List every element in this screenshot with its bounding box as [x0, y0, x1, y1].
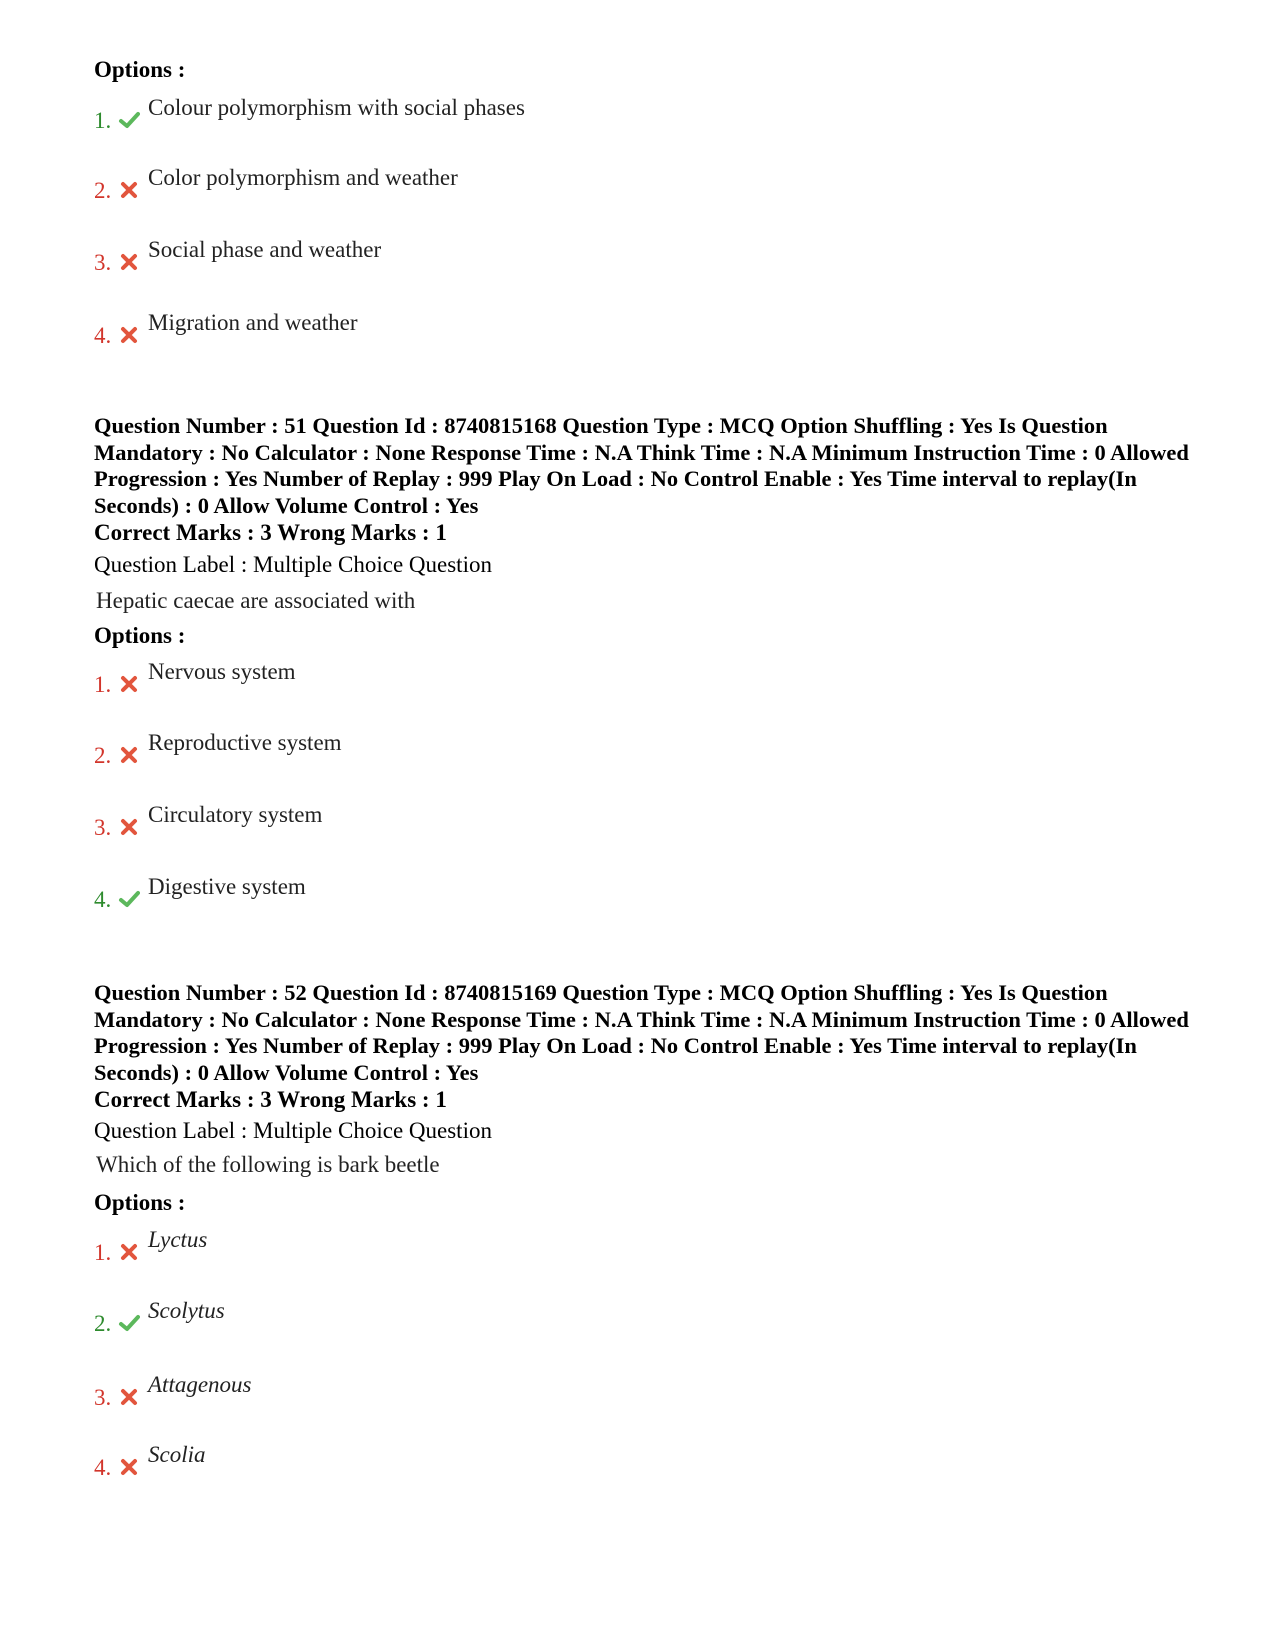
option-number: 4.	[94, 323, 112, 348]
option-number: 2.	[94, 178, 112, 203]
option-number: 4.	[94, 1455, 112, 1480]
cross-icon	[118, 324, 140, 346]
options-heading: Options :	[94, 1190, 186, 1215]
check-icon	[118, 109, 140, 131]
option-text: Scolytus	[148, 1298, 225, 1323]
option-text: Nervous system	[148, 659, 296, 684]
question-marks: Correct Marks : 3 Wrong Marks : 1	[94, 520, 447, 545]
question-meta: Question Number : 52 Question Id : 8740815169 Question Type : MCQ Option Shuffling : Yes Is Question Mandatory : No Calculator : None Response Time : N.A Think Time : N.A Minimum Instruction Time : 0 Allowed Progression : Yes Number of Replay : 999 Play On Load : No Control Enable : Yes Time interval to replay(In Seconds) : 0 Allow Volume Control : Yes	[94, 980, 1189, 1085]
option-text: Social phase and weather	[148, 237, 382, 262]
cross-icon	[118, 1456, 140, 1478]
option-text: Color polymorphism and weather	[148, 165, 458, 190]
option-number: 3.	[94, 250, 112, 275]
option-number: 1.	[94, 672, 112, 697]
question-label: Question Label : Multiple Choice Question	[94, 552, 492, 577]
option-number: 2.	[94, 743, 112, 768]
option-text: Reproductive system	[148, 730, 342, 755]
option-text: Colour polymorphism with social phases	[148, 95, 525, 120]
check-icon	[118, 1312, 140, 1334]
question-text: Hepatic caecae are associated with	[96, 588, 416, 613]
options-heading: Options :	[94, 623, 186, 648]
question-meta: Question Number : 51 Question Id : 8740815168 Question Type : MCQ Option Shuffling : Yes Is Question Mandatory : No Calculator : None Response Time : N.A Think Time : N.A Minimum Instruction Time : 0 Allowed Progression : Yes Number of Replay : 999 Play On Load : No Control Enable : Yes Time interval to replay(In Seconds) : 0 Allow Volume Control : Yes	[94, 413, 1189, 518]
option-text: Lyctus	[148, 1227, 208, 1252]
check-icon	[118, 888, 140, 910]
question-text: Which of the following is bark beetle	[96, 1152, 440, 1177]
option-text: Migration and weather	[148, 310, 358, 335]
cross-icon	[118, 744, 140, 766]
option-number: 2.	[94, 1311, 112, 1336]
cross-icon	[118, 673, 140, 695]
option-number: 1.	[94, 1240, 112, 1265]
question-label: Question Label : Multiple Choice Question	[94, 1118, 492, 1143]
options-heading: Options :	[94, 57, 186, 82]
option-text: Attagenous	[148, 1372, 252, 1397]
option-text: Digestive system	[148, 874, 306, 899]
option-text: Circulatory system	[148, 802, 323, 827]
option-number: 1.	[94, 108, 112, 133]
option-number: 3.	[94, 815, 112, 840]
option-text: Scolia	[148, 1442, 206, 1467]
option-number: 4.	[94, 887, 112, 912]
option-number: 3.	[94, 1385, 112, 1410]
cross-icon	[118, 179, 140, 201]
cross-icon	[118, 251, 140, 273]
question-marks: Correct Marks : 3 Wrong Marks : 1	[94, 1087, 447, 1112]
cross-icon	[118, 816, 140, 838]
cross-icon	[118, 1386, 140, 1408]
cross-icon	[118, 1241, 140, 1263]
